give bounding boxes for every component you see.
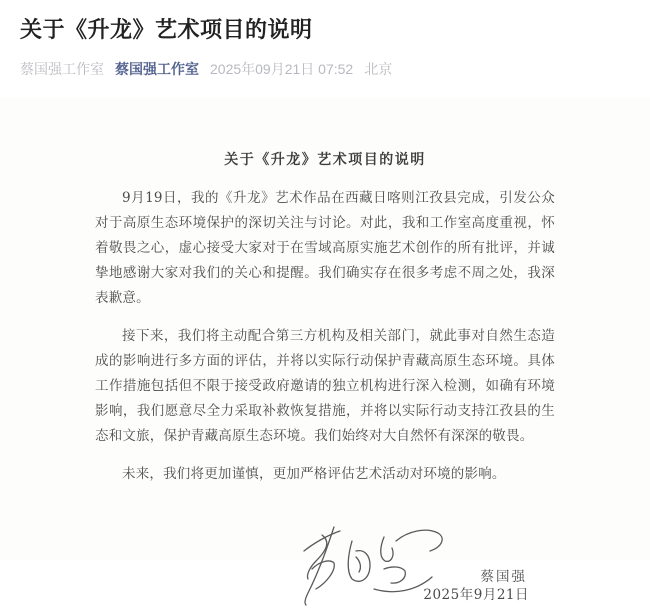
publish-location: 北京 — [364, 60, 393, 77]
statement-letter-image[interactable] — [0, 97, 650, 603]
article-title: 关于《升龙》艺术项目的说明 — [20, 17, 313, 42]
letter-paragraph: 未来，我们将更加谨慎，更加严格评估艺术活动对环境的影响。 — [122, 465, 506, 482]
letter-paragraph: 接下来，我们将主动配合第三方机构及相关部门，就此事对自然生态造成的影响进行多方面的评估，并将以实际行动保护青藏高原生态环境。具体工作措施包括但不限于接受政府邀请的独立机构进行深入检测，如确有环境影响，我们愿意尽全力采取补救恢复措施，并将以实际行动支持江孜县的生态和文旅，保护青藏高原生态环境。我们始终对大自然怀有深深的敬畏。 — [95, 327, 555, 444]
author-screen-name: 蔡国强工作室 — [20, 60, 104, 77]
author-profile-link[interactable]: 蔡国强工作室 — [115, 60, 199, 77]
letter-title: 关于《升龙》艺术项目的说明 — [224, 151, 426, 168]
letter-paragraph: 9月19日，我的《升龙》艺术作品在西藏日喀则江孜县完成，引发公众对于高原生态环境保护的深切关注与讨论。对此，我和工作室高度重视，怀着敬畏之心，虚心接受大家对于在雪域高原实施艺术创作的所有批评，并诚挚地感谢大家对我们的关心和提醒。我们确实存在很多考虑不周之处，我深表歉意。 — [95, 189, 555, 306]
publish-timestamp: 2025年09月21日 07:52 — [210, 60, 354, 77]
signature-block — [95, 493, 555, 613]
byline — [20, 59, 630, 79]
article-header — [0, 0, 650, 79]
signer-name: 蔡国强 — [480, 568, 527, 585]
letter-content — [95, 97, 555, 613]
signature-date: 2025年9月21日 — [423, 586, 529, 603]
letter-body — [95, 186, 555, 487]
